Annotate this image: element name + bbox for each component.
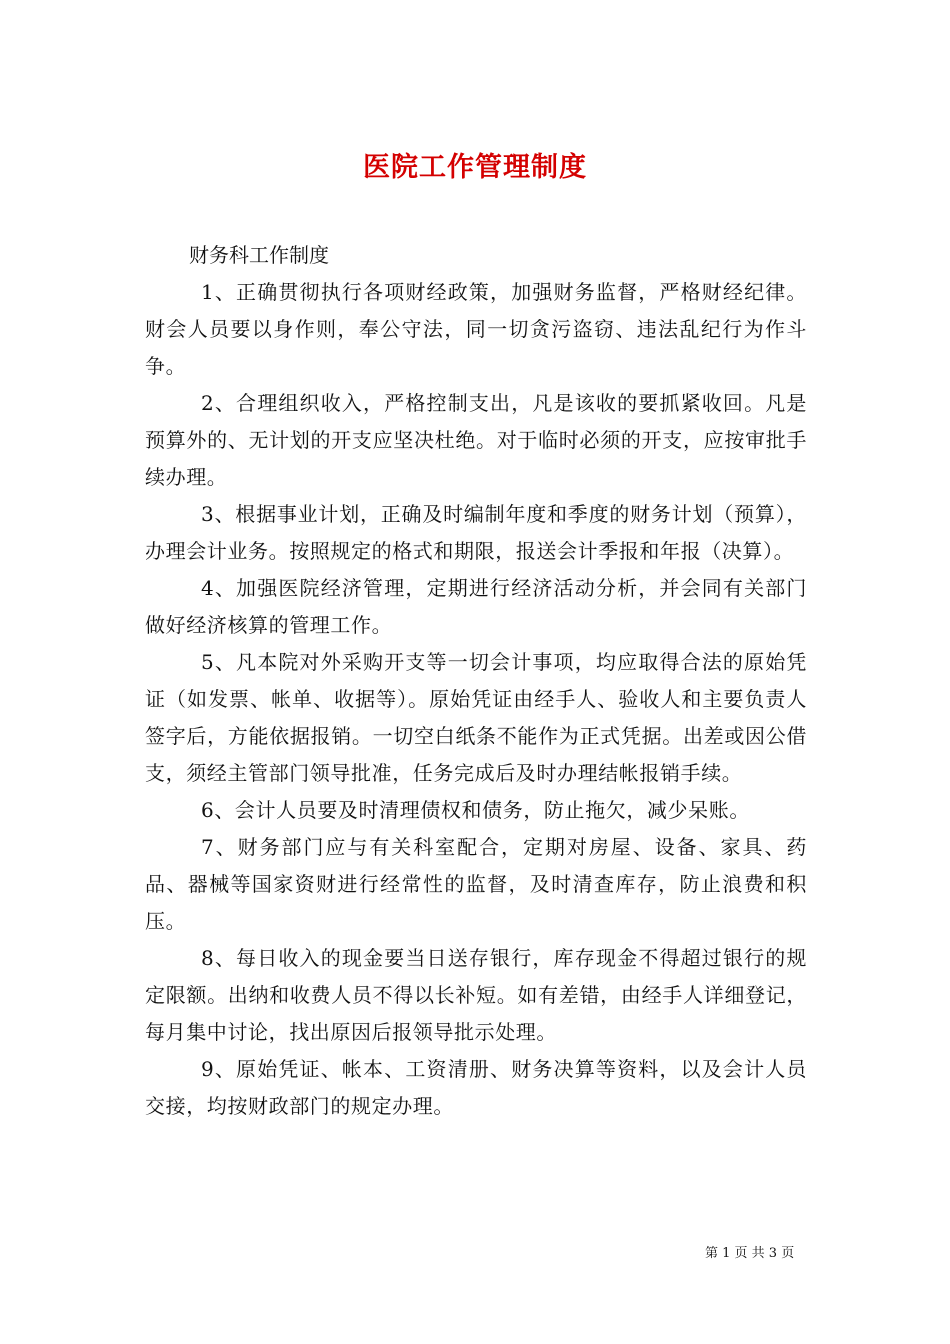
paragraph-8: 8、每日收入的现金要当日送存银行，库存现金不得超过银行的规定限额。出纳和收费人员不得以长补短。如有差错，由经手人详细登记，每月集中讨论，找出原因后报领导批示处理。: [145, 946, 807, 1044]
paragraph-7: 7、财务部门应与有关科室配合，定期对房屋、设备、家具、药品、器械等国家资财进行经常性的监督，及时清查库存，防止浪费和积压。: [145, 835, 807, 933]
paragraph-6: 6、会计人员要及时清理债权和债务，防止拖欠，减少呆账。: [201, 798, 750, 822]
document-title: 医院工作管理制度: [363, 152, 587, 184]
document-body: [145, 237, 807, 1125]
paragraph-4: 4、加强医院经济管理，定期进行经济活动分析，并会同有关部门做好经济核算的管理工作。: [145, 576, 807, 637]
paragraph-5: 5、凡本院对外采购开支等一切会计事项，均应取得合法的原始凭证（如发票、帐单、收据等）。原始凭证由经手人、验收人和主要负责人签字后，方能依据报销。一切空白纸条不能作为正式凭据。出差或因公借支，须经主管部门领导批准，任务完成后及时办理结帐报销手续。: [145, 650, 807, 785]
paragraph-2: 2、合理组织收入，严格控制支出，凡是该收的要抓紧收回。凡是预算外的、无计划的开支应坚决杜绝。对于临时必须的开支，应按审批手续办理。: [145, 391, 807, 489]
section-heading: 财务科工作制度: [189, 243, 329, 267]
paragraph-1: 1、正确贯彻执行各项财经政策，加强财务监督，严格财经纪律。财会人员要以身作则，奉公守法，同一切贪污盗窃、违法乱纪行为作斗争。: [145, 280, 807, 378]
paragraph-9: 9、原始凭证、帐本、工资清册、财务决算等资料，以及会计人员交接，均按财政部门的规定办理。: [145, 1057, 807, 1118]
page-number-footer: 第 1 页 共 3 页: [705, 1246, 795, 1261]
paragraph-3: 3、根据事业计划，正确及时编制年度和季度的财务计划（预算），办理会计业务。按照规定的格式和期限，报送会计季报和年报（决算）。: [145, 502, 807, 563]
